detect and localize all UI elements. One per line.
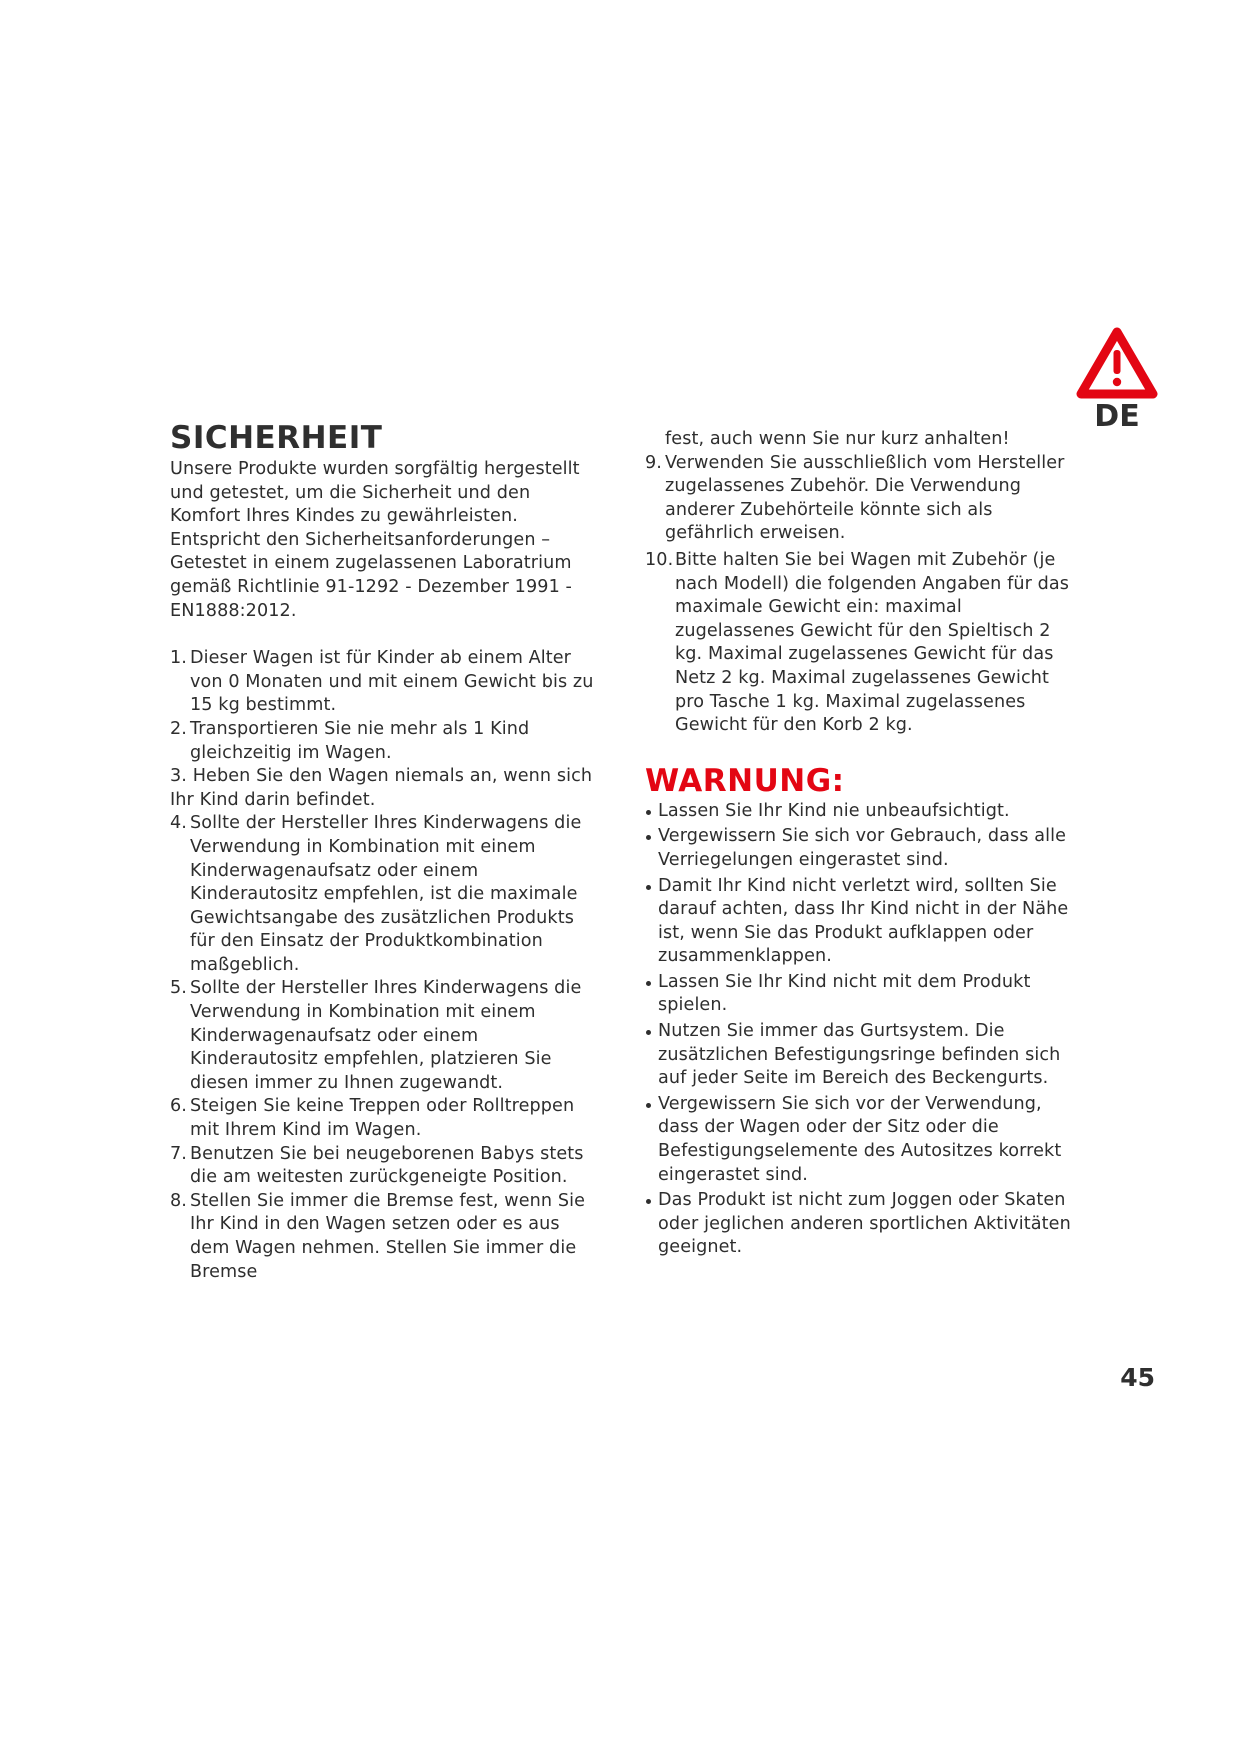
list-item: Lassen Sie Ihr Kind nicht mit dem Produkt spielen.: [645, 971, 1075, 1018]
safety-rules-list: [170, 647, 600, 1284]
language-code: DE: [1094, 399, 1140, 434]
right-column: [645, 428, 1075, 1262]
list-item: 5. Sollte der Hersteller Ihres Kinderwagens die Verwendung in Kombination mit einem Kinderwagenaufsatz oder einem Kinderautositz empfehlen, platzieren Sie diesen immer zu Ihnen zugewandt.: [170, 978, 582, 1093]
list-item: 3. Heben Sie den Wagen niemals an, wenn sich Ihr Kind darin befindet.: [170, 766, 593, 810]
list-item: Damit Ihr Kind nicht verletzt wird, sollten Sie darauf achten, dass Ihr Kind nicht in der Nähe ist, wenn Sie das Produkt aufklappen oder zusammenklappen.: [645, 875, 1075, 969]
safety-rules-list-continued: [645, 452, 1075, 738]
warning-triangle-icon: [1075, 326, 1159, 402]
list-item: Lassen Sie Ihr Kind nie unbeaufsichtigt.: [645, 800, 1075, 824]
list-item: 1. Dieser Wagen ist für Kinder ab einem Alter von 0 Monaten und mit einem Gewicht bis zu 15 kg bestimmt.: [170, 648, 594, 716]
list-item: 2. Transportieren Sie nie mehr als 1 Kind gleichzeitig im Wagen.: [170, 718, 530, 763]
list-item: 7. Benutzen Sie bei neugeborenen Babys stets die am weitesten zurückgeneigte Position.: [170, 1143, 584, 1188]
list-item: 8. Stellen Sie immer die Bremse fest, wenn Sie Ihr Kind in den Wagen setzen oder es aus dem Wagen nehmen. Stellen Sie immer die Bremse: [170, 1190, 586, 1282]
list-item: Vergewissern Sie sich vor Gebrauch, dass alle Verriegelungen eingerastet sind.: [645, 825, 1075, 872]
warning-list: [645, 800, 1075, 1260]
left-column: [170, 420, 600, 1284]
list-item: Das Produkt ist nicht zum Joggen oder Skaten oder jeglichen anderen sportlichen Aktivitäten geeignet.: [645, 1189, 1075, 1260]
list-item: 9. Verwenden Sie ausschließlich vom Hersteller zugelassenes Zubehör. Die Verwendung anderer Zubehörteile könnte sich als gefährlich erweisen.: [645, 452, 1065, 544]
safety-intro: Unsere Produkte wurden sorgfältig hergestellt und getestet, um die Sicherheit und den Komfort Ihres Kindes zu gewährleisten. Entspricht den Sicherheitsanforderungen – Getestet in einem zugelassenen Laboratrium gemäß Richtlinie 91-1292 - Dezember 1991 - EN1888:2012.: [170, 459, 580, 621]
page-number: 45: [1120, 1363, 1155, 1392]
safety-title: SICHERHEIT: [170, 420, 383, 456]
list-item: Vergewissern Sie sich vor der Verwendung, dass der Wagen oder der Sitz oder die Befestigungselemente des Autositzes korrekt eingerastet sind.: [645, 1093, 1075, 1187]
list-item: 6. Steigen Sie keine Treppen oder Rolltreppen mit Ihrem Kind im Wagen.: [170, 1096, 575, 1141]
language-badge: [1075, 326, 1159, 432]
list-item: 10. Bitte halten Sie bei Wagen mit Zubehör (je nach Modell) die folgenden Angaben für das maximale Gewicht ein: maximal zugelassenes Gewicht für den Spieltisch 2 kg. Maximal zugelassenes Gewicht für das Netz 2 kg. Maximal zugelassenes Gewicht pro Tasche 1 kg. Maximal zugelassenes Gewicht für den Korb 2 kg.: [645, 549, 1070, 736]
list-item: Nutzen Sie immer das Gurtsystem. Die zusätzlichen Befestigungsringe befinden sich auf jeder Seite im Bereich des Beckengurts.: [645, 1020, 1075, 1091]
rule-8-continued: fest, auch wenn Sie nur kurz anhalten!: [665, 429, 1010, 449]
warning-title: WARNUNG:: [645, 762, 845, 799]
list-item: 4. Sollte der Hersteller Ihres Kinderwagens die Verwendung in Kombination mit einem Kinderwagenaufsatz oder einem Kinderautositz empfehlen, ist die maximale Gewichtsangabe des zusätzlichen Produkts für den Einsatz der Produktkombination maßgeblich.: [170, 813, 582, 975]
